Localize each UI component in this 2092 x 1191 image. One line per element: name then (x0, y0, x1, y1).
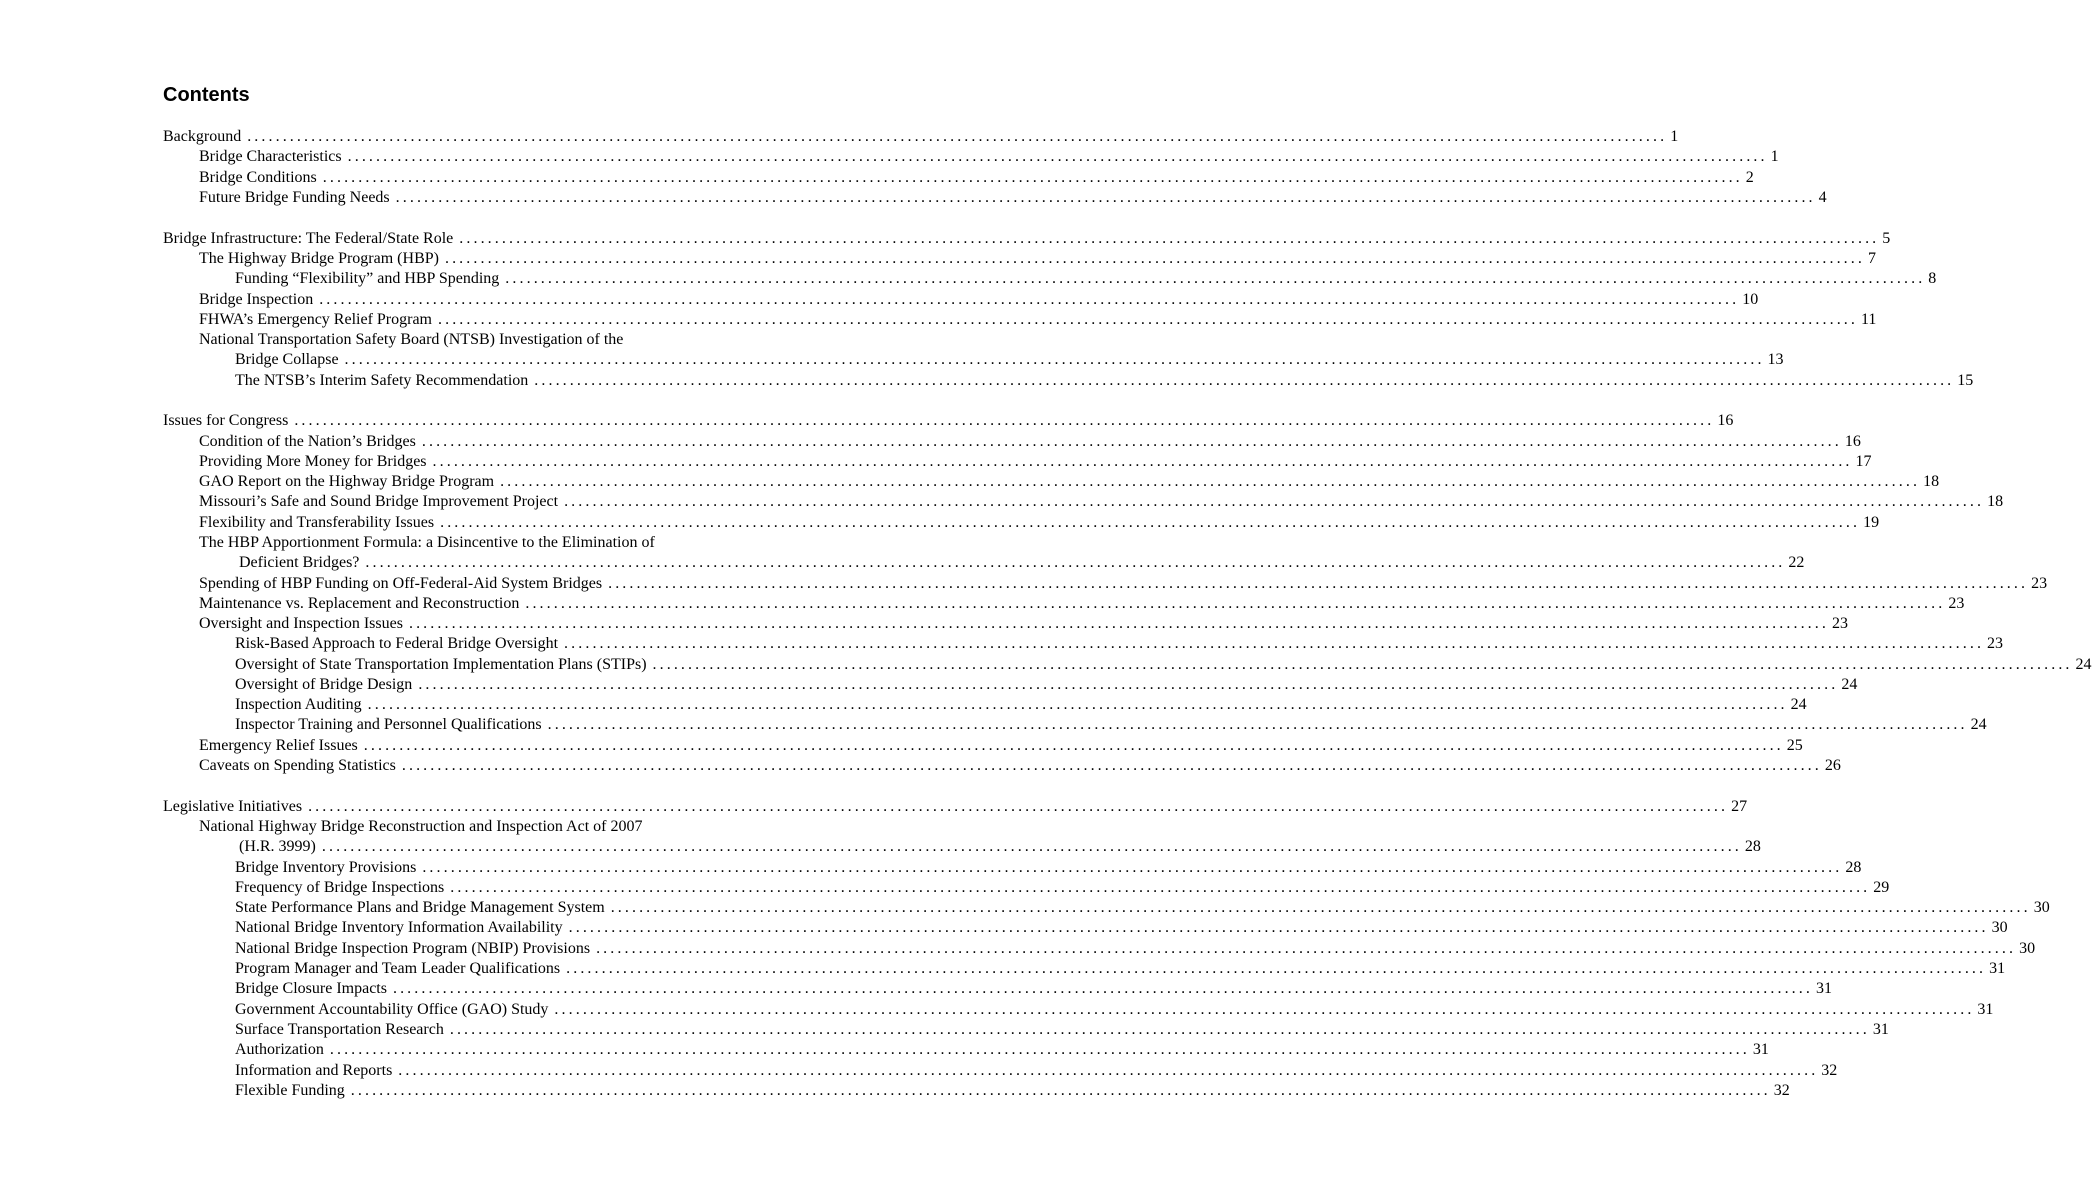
toc-entry[interactable] (235, 715, 1987, 735)
toc-leader-dots: ........................................................................................................................................................................................................ (418, 676, 1839, 693)
toc-entry-page: 31 (1815, 980, 1832, 997)
toc-entry-title: Information and Reports (235, 1062, 393, 1079)
toc-entry-page: 22 (1788, 554, 1805, 571)
toc-entry-title: Oversight of State Transportation Implementation Plans (STIPs) (235, 656, 647, 673)
toc-leader-dots: ........................................................................................................................................................................................................ (568, 919, 1989, 936)
toc-entry[interactable] (235, 1000, 1994, 1020)
toc-leader-dots: ........................................................................................................................................................................................................ (392, 980, 1813, 997)
toc-entry-page: 29 (1873, 879, 1890, 896)
toc-entry-title: (H.R. 3999) (239, 838, 316, 855)
toc-entry-page: 8 (1928, 270, 1937, 287)
toc-entry-page: 31 (1872, 1021, 1889, 1038)
toc-entry[interactable] (235, 1020, 1889, 1040)
toc-entry-page: 26 (1824, 757, 1841, 774)
toc-entry[interactable] (199, 290, 1759, 310)
toc-entry-page: 27 (1731, 798, 1748, 815)
toc-entry-page: 30 (2033, 899, 2050, 916)
toc-entry-title: Deficient Bridges? (239, 554, 360, 571)
toc-entry[interactable] (163, 411, 1734, 431)
toc-entry-title: Bridge Collapse (235, 351, 339, 368)
toc-entry-title: Funding “Flexibility” and HBP Spending (235, 270, 500, 287)
toc-entry[interactable] (235, 655, 2092, 675)
toc-entry[interactable] (235, 675, 1858, 695)
toc-leader-dots: ........................................................................................................................................................................................................ (395, 189, 1816, 206)
toc-entry-title: The NTSB’s Interim Safety Recommendation (235, 372, 529, 389)
toc-entry-page: 28 (1744, 838, 1761, 855)
toc-entry-page: 17 (1855, 453, 1872, 470)
toc-leader-dots: ........................................................................................................................................................................................................ (500, 473, 1921, 490)
toc-entry-title: Frequency of Bridge Inspections (235, 879, 445, 896)
toc-entry[interactable] (199, 594, 1965, 614)
toc-entry[interactable] (235, 1081, 1790, 1101)
toc-entry-title: National Bridge Inventory Information Availability (235, 919, 563, 936)
toc-entry-title: Bridge Conditions (199, 169, 317, 186)
toc-entry-page: 30 (1991, 919, 2008, 936)
toc-entry-title: National Bridge Inspection Program (NBIP) Provisions (235, 940, 591, 957)
toc-entry[interactable] (163, 229, 1891, 249)
toc-leader-dots: ........................................................................................................................................................................................................ (534, 372, 1955, 389)
toc-entry-title: Spending of HBP Funding on Off-Federal-Aid System Bridges (199, 575, 603, 592)
toc-leader-dots: ........................................................................................................................................................................................................ (422, 859, 1843, 876)
toc-entry-page: 13 (1767, 351, 1784, 368)
toc-entry[interactable] (235, 878, 1890, 898)
toc-entry-page: 31 (1977, 1001, 1994, 1018)
toc-entry-title: Condition of the Nation’s Bridges (199, 433, 416, 450)
toc-entry-title: Bridge Infrastructure: The Federal/State Role (163, 230, 454, 247)
toc-leader-dots: ........................................................................................................................................................................................................ (408, 615, 1829, 632)
toc-entry-title: Risk-Based Approach to Federal Bridge Oversight (235, 635, 559, 652)
toc-entry[interactable] (235, 979, 1832, 999)
toc-leader-dots: ........................................................................................................................................................................................................ (421, 433, 1842, 450)
toc-entry[interactable] (199, 249, 1876, 269)
toc-entry-page: 31 (1989, 960, 2006, 977)
toc-leader-dots: ........................................................................................................................................................................................................ (608, 575, 2029, 592)
toc-entry-page: 32 (1821, 1062, 1838, 1079)
toc-entry-page: 19 (1863, 514, 1880, 531)
toc-entry[interactable] (199, 452, 1872, 472)
toc-leader-dots: ........................................................................................................................................................................................................ (347, 148, 1768, 165)
toc-entry-title: Bridge Closure Impacts (235, 980, 387, 997)
toc-entry[interactable] (235, 1061, 1838, 1081)
toc-leader-dots: ........................................................................................................................................................................................................ (363, 737, 1784, 754)
toc-leader-dots: ........................................................................................................................................................................................................ (566, 960, 1987, 977)
toc-entry[interactable] (163, 127, 1679, 147)
toc-leader-dots: ........................................................................................................................................................................................................ (440, 514, 1861, 531)
toc-entry[interactable] (199, 533, 757, 553)
toc-entry-page: 23 (1831, 615, 1848, 632)
toc-entry-title: Bridge Inventory Provisions (235, 859, 417, 876)
toc-entry-page: 7 (1867, 250, 1876, 267)
toc-entry[interactable] (199, 614, 1848, 634)
toc-entry[interactable] (199, 756, 1841, 776)
toc-entry-title: Issues for Congress (163, 412, 289, 429)
toc-leader-dots: ........................................................................................................................................................................................................ (554, 1001, 1975, 1018)
toc-entry[interactable] (199, 188, 1827, 208)
toc-entry[interactable] (235, 898, 2050, 918)
toc-entry[interactable] (235, 695, 1807, 715)
toc-entry-title: National Transportation Safety Board (NTSB) Investigation of the (199, 331, 624, 348)
toc-leader-dots: ........................................................................................................................................................................................................ (432, 453, 1853, 470)
toc-entry-page: 24 (1790, 696, 1807, 713)
toc-entry-title: Authorization (235, 1041, 324, 1058)
toc-entry-page: 31 (1752, 1041, 1769, 1058)
toc-entry[interactable] (199, 147, 1779, 167)
toc-entry-page: 11 (1861, 311, 1877, 328)
toc-leader-dots: ........................................................................................................................................................................................................ (350, 1082, 1771, 1099)
toc-leader-dots: ........................................................................................................................................................................................................ (438, 311, 1858, 328)
toc-entry[interactable] (235, 939, 2036, 959)
toc-entry-page: 25 (1786, 737, 1803, 754)
toc-leader-dots: ........................................................................................................................................................................................................ (294, 412, 1715, 429)
toc-entry-title: Maintenance vs. Replacement and Reconstruction (199, 595, 520, 612)
toc-entry-page: 18 (1923, 473, 1940, 490)
toc-entry[interactable] (199, 736, 1803, 756)
toc-entry-title: Surface Transportation Research (235, 1021, 444, 1038)
toc-entry[interactable] (199, 330, 757, 350)
toc-entry-title: GAO Report on the Highway Bridge Program (199, 473, 495, 490)
toc-entry-title: Bridge Characteristics (199, 148, 342, 165)
toc-entry-title: Bridge Inspection (199, 291, 314, 308)
toc-entry-title: National Highway Bridge Reconstruction and Inspection Act of 2007 (199, 818, 643, 835)
toc-entry-title: Flexibility and Transferability Issues (199, 514, 435, 531)
toc-entry[interactable] (199, 310, 1877, 330)
toc-entry-page: 24 (1970, 716, 1987, 733)
toc-entry-page: 4 (1818, 189, 1827, 206)
toc-entry-title: Emergency Relief Issues (199, 737, 358, 754)
toc-entry-title: The HBP Apportionment Formula: a Disincentive to the Elimination of (199, 534, 655, 551)
toc-entry[interactable] (199, 817, 757, 837)
toc-entry-title: Oversight and Inspection Issues (199, 615, 403, 632)
toc-leader-dots: ........................................................................................................................................................................................................ (610, 899, 2031, 916)
toc-leader-dots: ........................................................................................................................................................................................................ (564, 493, 1985, 510)
toc-entry[interactable] (235, 858, 1862, 878)
toc-entry-page: 23 (1987, 635, 2004, 652)
toc-entry[interactable] (235, 269, 1937, 289)
toc-entry[interactable] (239, 553, 1805, 573)
toc-entry[interactable] (199, 472, 1940, 492)
toc-leader-dots: ........................................................................................................................................................................................................ (652, 656, 2073, 673)
toc-leader-dots: ........................................................................................................................................................................................................ (247, 128, 1668, 145)
toc-leader-dots: ........................................................................................................................................................................................................ (547, 716, 1968, 733)
toc-entry[interactable] (199, 432, 1861, 452)
toc-entry-page: 1 (1670, 128, 1679, 145)
toc-entry-page: 16 (1717, 412, 1734, 429)
toc-entry-page: 15 (1957, 372, 1974, 389)
toc-entry-title: Legislative Initiatives (163, 798, 303, 815)
toc-leader-dots: ........................................................................................................................................................................................................ (596, 940, 2017, 957)
toc-entry[interactable] (235, 959, 2006, 979)
toc-entry-title: Background (163, 128, 242, 145)
page-title: Contents (163, 84, 250, 106)
toc-entry-title: Inspector Training and Personnel Qualifications (235, 716, 542, 733)
toc-leader-dots: ........................................................................................................................................................................................................ (365, 554, 1786, 571)
toc-entry[interactable] (235, 918, 2008, 938)
toc-entry-title: State Performance Plans and Bridge Management System (235, 899, 605, 916)
toc-entry-page: 5 (1882, 230, 1891, 247)
toc-leader-dots: ........................................................................................................................................................................................................ (329, 1041, 1750, 1058)
toc-leader-dots: ........................................................................................................................................................................................................ (459, 230, 1880, 247)
toc-leader-dots: ........................................................................................................................................................................................................ (564, 635, 1985, 652)
toc-entry[interactable] (235, 371, 1974, 391)
toc-entry[interactable] (199, 492, 2004, 512)
toc-entry[interactable] (235, 1040, 1769, 1060)
toc-entry-page: 1 (1770, 148, 1779, 165)
toc-entry-title: Caveats on Spending Statistics (199, 757, 396, 774)
toc-entry-page: 24 (1841, 676, 1858, 693)
toc-leader-dots: ........................................................................................................................................................................................................ (367, 696, 1788, 713)
toc-leader-dots: ........................................................................................................................................................................................................ (449, 1021, 1870, 1038)
toc-entry-title: The Highway Bridge Program (HBP) (199, 250, 439, 267)
toc-entry-title: Missouri’s Safe and Sound Bridge Improvement Project (199, 493, 559, 510)
toc-entry-title: Program Manager and Team Leader Qualifications (235, 960, 561, 977)
toc-entry-title: FHWA’s Emergency Relief Program (199, 311, 432, 328)
toc-entry[interactable] (235, 634, 2004, 654)
toc-leader-dots: ........................................................................................................................................................................................................ (505, 270, 1926, 287)
toc-entry[interactable] (199, 513, 1880, 533)
toc-leader-dots: ........................................................................................................................................................................................................ (398, 1062, 1819, 1079)
toc-leader-dots: ........................................................................................................................................................................................................ (444, 250, 1865, 267)
toc-entry-page: 16 (1844, 433, 1861, 450)
toc-leader-dots: ........................................................................................................................................................................................................ (401, 757, 1822, 774)
toc-leader-dots: ........................................................................................................................................................................................................ (322, 169, 1743, 186)
toc-entry-page: 30 (2019, 940, 2036, 957)
toc-entry-page: 2 (1745, 169, 1754, 186)
toc-entry[interactable] (163, 797, 1748, 817)
toc-entry-page: 18 (1987, 493, 2004, 510)
toc-entry-title: Oversight of Bridge Design (235, 676, 413, 693)
toc-leader-dots: ........................................................................................................................................................................................................ (319, 291, 1740, 308)
toc-leader-dots: ........................................................................................................................................................................................................ (450, 879, 1871, 896)
toc-entry-title: Flexible Funding (235, 1082, 345, 1099)
toc-entry[interactable] (199, 168, 1754, 188)
toc-entry-title: Providing More Money for Bridges (199, 453, 427, 470)
toc-entry[interactable] (199, 574, 2048, 594)
toc-leader-dots: ........................................................................................................................................................................................................ (321, 838, 1742, 855)
toc-leader-dots: ........................................................................................................................................................................................................ (525, 595, 1946, 612)
toc-entry-page: 24 (2075, 656, 2092, 673)
toc-entry-page: 10 (1742, 291, 1759, 308)
toc-entry-page: 23 (1948, 595, 1965, 612)
toc-leader-dots: ........................................................................................................................................................................................................ (344, 351, 1765, 368)
toc-entry-title: Future Bridge Funding Needs (199, 189, 390, 206)
toc-leader-dots: ........................................................................................................................................................................................................ (308, 798, 1729, 815)
toc-entry-title: Inspection Auditing (235, 696, 362, 713)
toc-entry-title: Government Accountability Office (GAO) Study (235, 1001, 549, 1018)
toc-entry-page: 32 (1773, 1082, 1790, 1099)
toc-entry[interactable] (239, 837, 1761, 857)
toc-entry[interactable] (235, 350, 1784, 370)
toc-entry-page: 28 (1845, 859, 1862, 876)
toc-entry-page: 23 (2031, 575, 2048, 592)
